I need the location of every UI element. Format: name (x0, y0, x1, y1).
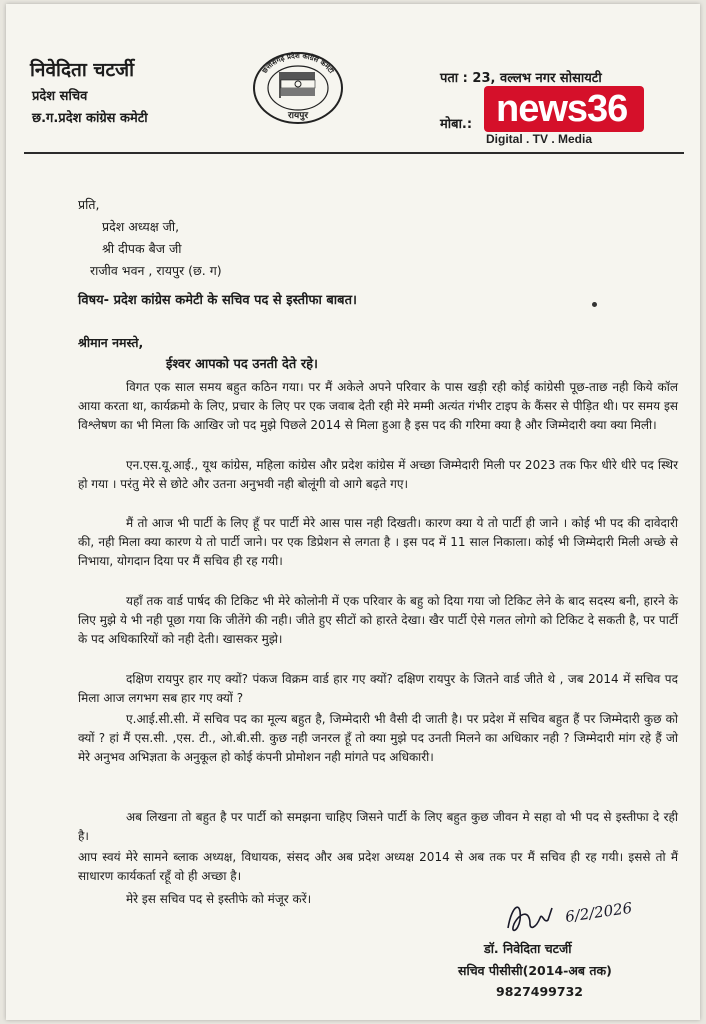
body-paragraph-3: मैं तो आज भी पार्टी के लिए हूँ पर पार्टी मेरे आस पास नही दिखती। कारण क्या ये तो पार्टी ही जाने । कोई भी पद की दावेदारी की, नही मिला क्या कारण ये तो पार्टी जाने। पर एक डिप्रेशन से लगता है । इस पद में 11 साल निकाला। कोई भी जिम्मेदारी मिली अच्छे से निभाया, योगदान दिया पर मैं सचिव ही रह गयी। (78, 516, 678, 568)
header-divider (24, 152, 684, 154)
signatory-phone: 9827499732 (496, 984, 583, 999)
recipient-line-1: प्रदेश अध्यक्ष जी, (102, 219, 180, 234)
sender-mobile-label: मोबा.: (440, 117, 473, 132)
letterhead (6, 4, 700, 144)
signatory-name: डॉ. निवेदिता चटर्जी (484, 941, 572, 956)
ink-dot (592, 302, 597, 307)
body-paragraph-2: एन.एस.यू.आई., यूथ कांग्रेस, महिला कांग्रेस और प्रदेश कांग्रेस में अच्छा जिम्मेदारी मिली पर 2023 तक फिर धीरे धीरे पद स्थिर हो गया । परंतु मेरे से छोटे और उतना अनुभवी नही बोलूंगी वो आगे बढ़ते गए। (78, 458, 678, 491)
body-paragraph-5: दक्षिण रायपुर हार गए क्यों? पंकज विक्रम वार्ड हार गए क्यों? दक्षिण रायपुर के जितने वार्ड जीते थे , जब 2014 में सचिव पद मिला आज लगभग सब हार गए क्यों ? (78, 672, 678, 705)
body-paragraph-1: विगत एक साल समय बहुत कठिन गया। पर मैं अकेले अपने परिवार के पास खड़ी रही कोई कांग्रेसी पूछ-ताछ नही किये कॉल आया करता था, कार्यक्रमो के लिए, प्रचार के लिए पर एक जवाब देती रही मेरे मम्मी अत्यंत गंभीर टाइप के कैंसर से पीड़ित थी। पर समय इस विश्लेषण का भी मिला कि आखिर जो पद मुझे पिछले 2014 से मिला हुआ है इस पद की गरिमा क्या है और जिम्मेदारी क्या क्या मिली। (78, 380, 678, 432)
news36-logo-text: news36 (496, 88, 628, 130)
seal-top-text: छत्तीसगढ़ प्रदेश कांग्रेस कमेटी (260, 51, 336, 75)
letter-wish: ईश्वर आपको पद उनती देते रहे। (166, 357, 318, 372)
recipient-line-2: श्री दीपक बैज जी (102, 241, 182, 256)
handwritten-signature (500, 894, 650, 940)
sender-name: निवेदिता चटर्जी (30, 59, 135, 81)
body-paragraph-6: ए.आई.सी.सी. में सचिव पद का मूल्य बहुत है, जिम्मेदारी भी वैसी दी जाती है। पर प्रदेश में सचिव बहुत हैं पर जिम्मेदारी कुछ को क्यों ? हां मैं एस.सी. ,एस. टी., ओ.बी.सी. कुछ नही जनरल हूँ तो क्या मुझे पद उनती मिलने का अधिकार नही ? जिम्मेदारी मांग रहे हैं जो मेरे अनुभव अभिज्ञता के अनुकूल हो कोई कंपनी प्रोमोशन नही मांगते पद अधिकारी। (78, 712, 678, 764)
signature-date: 6/2/2026 (564, 898, 634, 926)
congress-seal-logo (252, 50, 344, 126)
recipient-line-3: राजीव भवन , रायपुर (छ. ग) (90, 263, 222, 278)
body-paragraph-9: मेरे इस सचिव पद से इस्तीफे को मंजूर करें। (126, 892, 312, 906)
body-paragraph-7: अब लिखना तो बहुत है पर पार्टी को समझना चाहिए जिसने पार्टी के लिए बहुत कुछ जीवन मे सहा वो भी पद से इस्तीफा दे रही है। (78, 810, 678, 843)
sender-title: प्रदेश सचिव (32, 89, 88, 104)
recipient-to: प्रति, (78, 197, 100, 212)
body-paragraph-4: यहाँ तक वार्ड पार्षद की टिकिट भी मेरे कोलोनी में एक परिवार के बहु को दिया गया जो टिकिट लेने के बाद सदस्य बनी, हारने के लिए मुझे ये भी नही पूछा गया कि जीतेंगे की नही। जीते हुए सीटों को हारते देखा। खैर पार्टी ऐसे गलत लोगो को टिकिट दे सकती है, पर पार्टी के पद अधिकारियों को नही देती। खासकर मुझे। (78, 594, 678, 646)
news36-watermark-logo (474, 84, 658, 148)
letter-subject: विषय- प्रदेश कांग्रेस कमेटी के सचिव पद से इस्तीफा बाबत। (78, 293, 357, 308)
sender-address: पता : 23, वल्लभ नगर सोसायटी (440, 71, 602, 86)
letter-greeting: श्रीमान नमस्ते, (78, 335, 144, 350)
news36-logo-subtext: Digital . TV . Media (486, 132, 593, 146)
letter-page (6, 4, 700, 1020)
signatory-designation: सचिव पीसीसी(2014-अब तक) (458, 963, 612, 978)
seal-bottom-text: रायपुर (287, 111, 309, 121)
sender-org: छ.ग.प्रदेश कांग्रेस कमेटी (32, 111, 148, 126)
body-paragraph-8: आप स्वयं मेरे सामने ब्लाक अध्यक्ष, विधायक, संसद और अब प्रदेश अध्यक्ष 2014 से अब तक पर मैं सचिव ही रह गयी। इससे तो मैं साधारण कार्यकर्ता रहूँ वो ही अच्छा है। (78, 850, 678, 883)
